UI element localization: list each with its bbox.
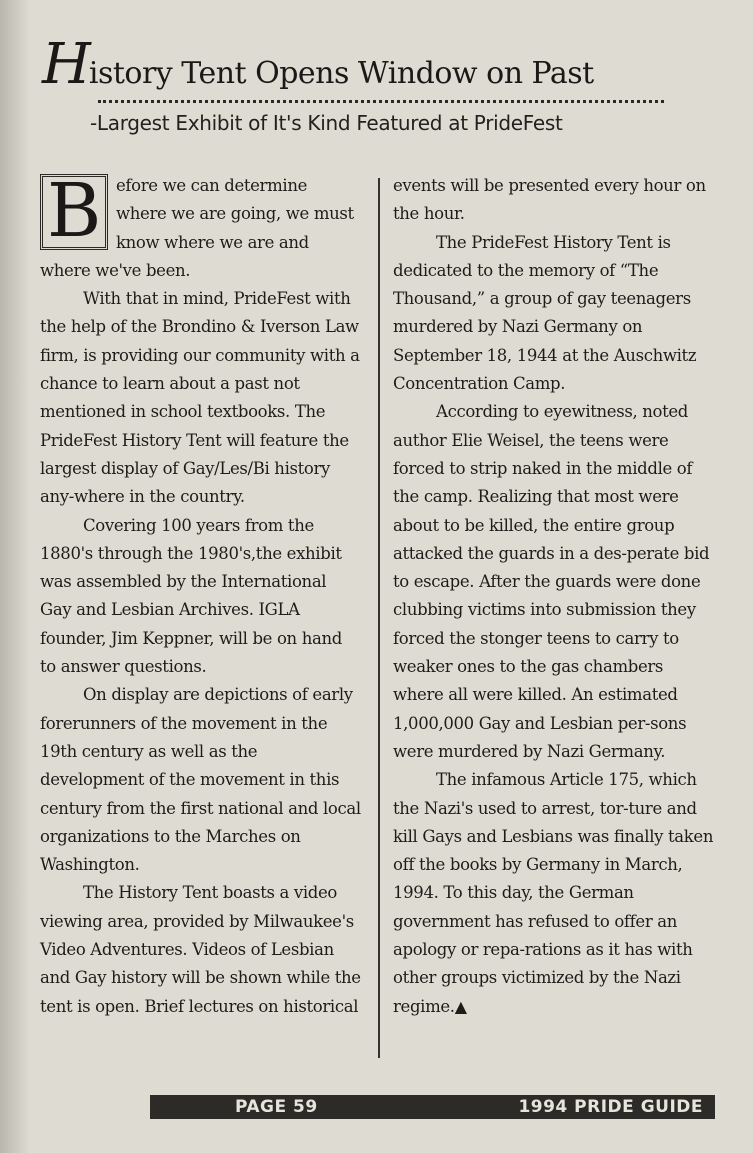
right-column xyxy=(393,172,718,1021)
column-divider xyxy=(378,178,380,1058)
paragraph: The History Tent boasts a video viewing area, provided by Milwaukee's Video Adventures. Videos of Lesbian and Gay history will be shown while the tent is open. Brief lectures on historical xyxy=(40,883,361,1016)
page-edge-shadow xyxy=(0,0,30,1153)
paragraph: The PrideFest History Tent is dedicated to the memory of “The Thousand,” a group of gay teenagers murdered by Nazi Germany on September 18, 1944 at the Auschwitz Concentration Camp. xyxy=(393,232,697,394)
footer-bar xyxy=(150,1095,715,1119)
headline-text: istory Tent Opens Window on Past xyxy=(88,56,594,91)
paragraph: events will be presented every hour on the hour. xyxy=(393,176,706,224)
headline xyxy=(42,30,742,100)
paragraph: Covering 100 years from the 1880's through the 1980's,the exhibit was assembled by the International Gay and Lesbian Archives. IGLA founder, Jim Keppner, will be on hand to answer questions. xyxy=(40,515,342,677)
paragraph: According to eyewitness, noted author Elie Weisel, the teens were forced to strip naked in the middle of the camp. Realizing that most were about to be killed, the entire group attacked the guards in a des-perate bid to escape. After the guards were done clubbing victims into submission they forced the stonger teens to carry to weaker ones to the gas chambers where all were killed. An estimated 1,000,000 Gay and Lesbian per-sons were murdered by Nazi Germany. xyxy=(393,402,710,761)
page-number: PAGE 59 xyxy=(235,1097,318,1117)
dotted-rule xyxy=(98,100,664,103)
paragraph-text: The infamous Article 175, which the Nazi's used to arrest, tor-ture and kill Gays and Lesbians was finally taken off the books by Germany in March, 1994. To this day, the German government has refused to offer an apology or repa-rations as it has with other groups victimized by the Nazi regime. xyxy=(393,770,714,1016)
left-column xyxy=(40,168,362,1021)
end-mark-icon: ▲ xyxy=(454,996,467,1016)
headline-initial: H xyxy=(42,32,89,97)
publication-name: 1994 PRIDE GUIDE xyxy=(518,1097,703,1117)
paragraph xyxy=(40,168,362,285)
paragraph xyxy=(393,766,718,1021)
paragraph-text: efore we can determine where we are going, we must know where we are and where we've been. xyxy=(40,176,354,280)
paragraph: With that in mind, PrideFest with the help of the Brondino & Iverson Law firm, is providing our community with a chance to learn about a past not mentioned in school textbooks. The PrideFest History Tent will feature the largest display of Gay/Les/Bi history any-where in the country. xyxy=(40,289,360,507)
subheadline: -Largest Exhibit of It's Kind Featured at PrideFest xyxy=(90,111,563,135)
paragraph: On display are depictions of early forerunners of the movement in the 19th century as well as the development of the movement in this century from the first national and local organizations to the Marches on Washington. xyxy=(40,685,361,875)
drop-cap: B xyxy=(40,174,108,250)
